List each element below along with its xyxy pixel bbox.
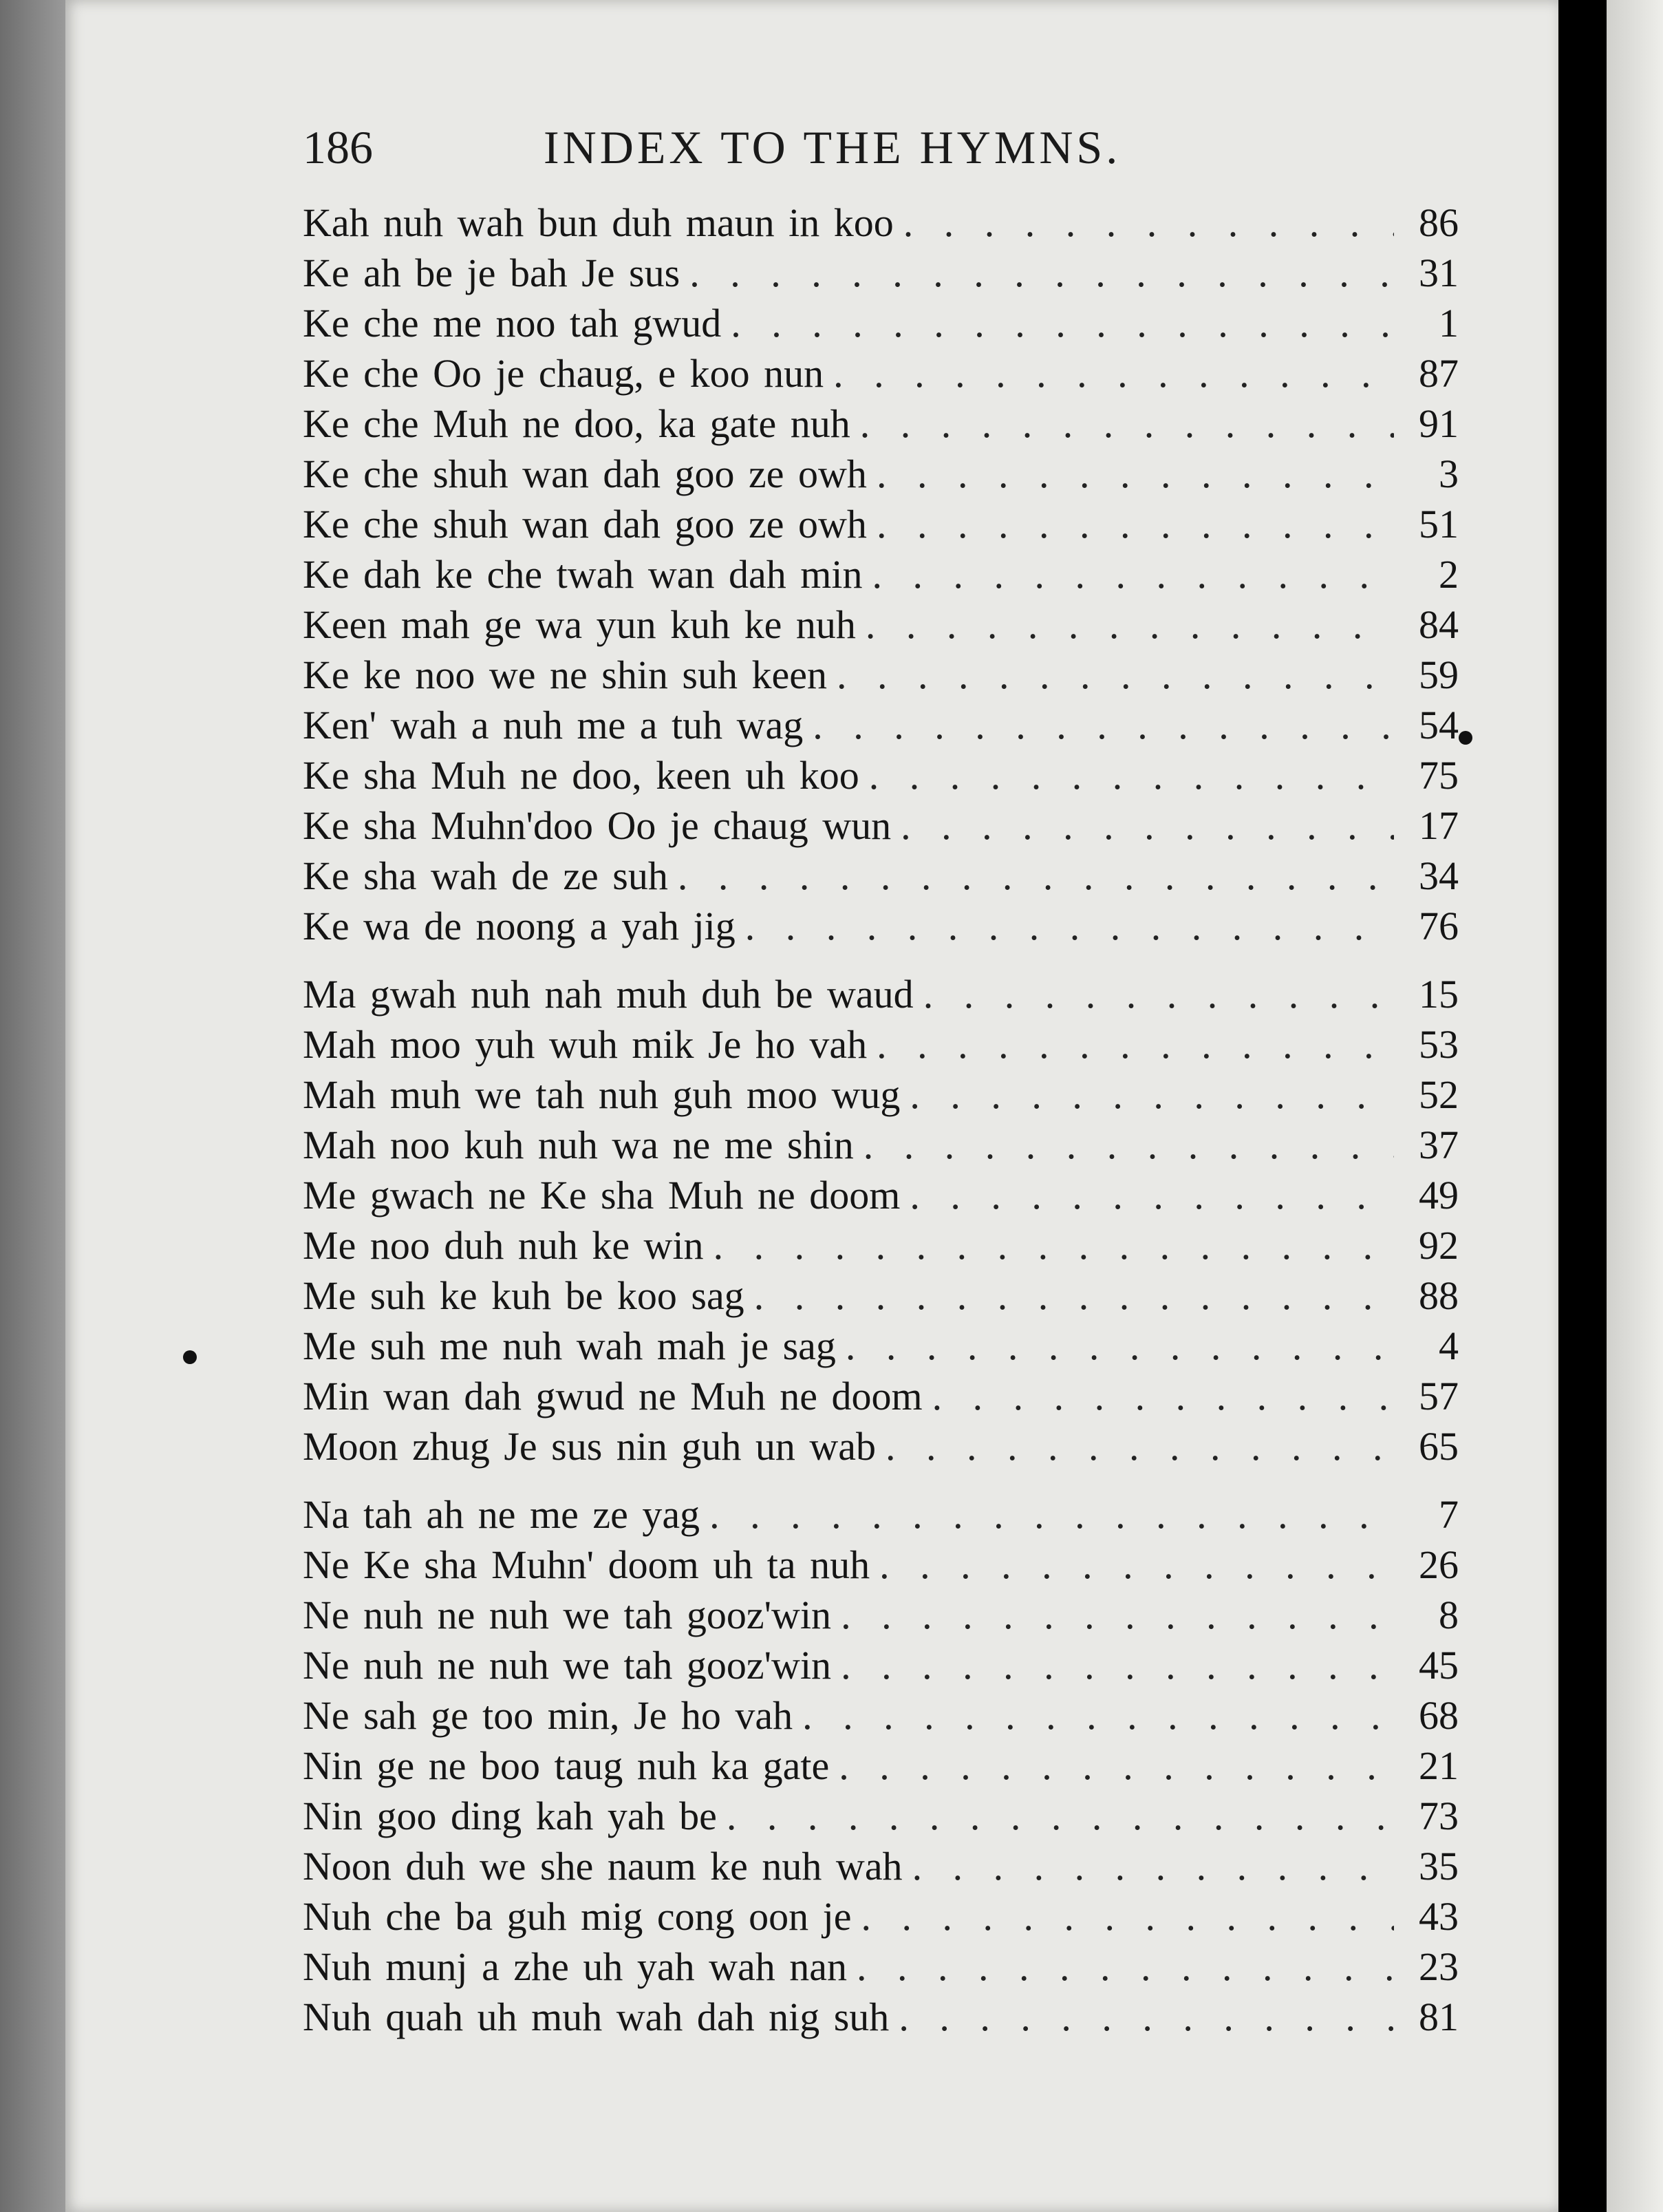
dot-leader bbox=[689, 250, 1394, 296]
hymn-number: 49 bbox=[1419, 1173, 1459, 1217]
dot-leader bbox=[912, 1843, 1394, 1889]
hymn-number: 87 bbox=[1419, 351, 1459, 396]
hymn-title: Nuh munj a zhe uh yah wah nan bbox=[303, 1944, 847, 1989]
hymn-number: 4 bbox=[1439, 1323, 1459, 1368]
hymn-number: 88 bbox=[1419, 1273, 1459, 1318]
index-entry bbox=[303, 1994, 1459, 2044]
hymn-title: Ke sha wah de ze suh bbox=[303, 853, 668, 898]
hymn-number: 73 bbox=[1419, 1794, 1459, 1838]
hymn-title: Ken' wah a nuh me a tuh wag bbox=[303, 703, 804, 747]
index-entry bbox=[303, 1692, 1459, 1743]
dot-leader bbox=[841, 1642, 1394, 1688]
ink-speck bbox=[1459, 731, 1472, 745]
hymn-number: 54 bbox=[1419, 703, 1459, 747]
book-spine-shadow bbox=[1558, 0, 1607, 2212]
hymn-number: 31 bbox=[1419, 251, 1459, 295]
dot-leader bbox=[727, 1793, 1394, 1839]
index-entry bbox=[303, 602, 1459, 652]
dot-leader bbox=[731, 300, 1394, 346]
dot-leader bbox=[877, 501, 1394, 547]
index-entry bbox=[303, 401, 1459, 451]
dot-leader bbox=[899, 1994, 1394, 2040]
dot-leader bbox=[903, 200, 1394, 246]
dot-leader bbox=[866, 602, 1394, 648]
hymn-title: Ke che shuh wan dah goo ze owh bbox=[303, 451, 867, 496]
group-separator bbox=[303, 1474, 1459, 1491]
hymn-title: Nin ge ne boo taug nuh ka gate bbox=[303, 1743, 830, 1788]
hymn-number: 52 bbox=[1419, 1072, 1459, 1117]
hymn-title: Ke sha Muhn'doo Oo je chaug wun bbox=[303, 803, 892, 848]
index-entry bbox=[303, 1122, 1459, 1172]
facing-page-edge bbox=[1607, 0, 1663, 2212]
hymn-number: 92 bbox=[1419, 1223, 1459, 1268]
hymn-number: 81 bbox=[1419, 1995, 1459, 2039]
hymn-title: Ke che me noo tah gwud bbox=[303, 301, 722, 345]
dot-leader bbox=[869, 752, 1394, 798]
index-entry bbox=[303, 1072, 1459, 1122]
hymn-title: Ke ah be je bah Je sus bbox=[303, 251, 680, 295]
dot-leader bbox=[872, 551, 1394, 597]
hymn-title: Ke ke noo we ne shin suh keen bbox=[303, 652, 827, 697]
dot-leader bbox=[745, 903, 1394, 949]
index-entry bbox=[303, 501, 1459, 551]
dot-leader bbox=[802, 1692, 1394, 1738]
hymn-title: Ke che shuh wan dah goo ze owh bbox=[303, 502, 867, 546]
hymn-title: Nuh che ba guh mig cong oon je bbox=[303, 1894, 852, 1939]
index-entry bbox=[303, 702, 1459, 752]
index-entry bbox=[303, 350, 1459, 401]
hymn-number: 76 bbox=[1419, 904, 1459, 948]
index-entry bbox=[303, 200, 1459, 250]
dot-leader bbox=[754, 1273, 1394, 1319]
hymn-title: Ke che Oo je chaug, e koo nun bbox=[303, 351, 824, 396]
index-entry bbox=[303, 1021, 1459, 1072]
hymn-number: 53 bbox=[1419, 1022, 1459, 1067]
index-entry bbox=[303, 300, 1459, 350]
hymn-number: 59 bbox=[1419, 652, 1459, 697]
index-entry bbox=[303, 1323, 1459, 1373]
index-entry bbox=[303, 1222, 1459, 1273]
index-entry bbox=[303, 853, 1459, 903]
hymn-number: 2 bbox=[1439, 552, 1459, 597]
hymn-title: Noon duh we she naum ke nuh wah bbox=[303, 1844, 903, 1889]
hymn-title: Kah nuh wah bun duh maun in koo bbox=[303, 200, 894, 245]
hymn-title: Mah moo yuh wuh mik Je ho vah bbox=[303, 1022, 868, 1067]
index-entry bbox=[303, 652, 1459, 702]
hymn-title: Ne sah ge too min, Je ho vah bbox=[303, 1693, 793, 1738]
hymn-number: 26 bbox=[1419, 1542, 1459, 1587]
hymn-title: Min wan dah gwud ne Muh ne doom bbox=[303, 1374, 923, 1418]
hymn-number: 37 bbox=[1419, 1123, 1459, 1167]
hymn-number: 65 bbox=[1419, 1424, 1459, 1469]
dot-leader bbox=[833, 350, 1394, 396]
dot-leader bbox=[714, 1222, 1394, 1268]
dot-leader bbox=[910, 1072, 1394, 1118]
hymn-number: 21 bbox=[1419, 1743, 1459, 1788]
hymn-number: 75 bbox=[1419, 753, 1459, 798]
index-entry bbox=[303, 1592, 1459, 1642]
hymn-title: Me gwach ne Ke sha Muh ne doom bbox=[303, 1173, 901, 1217]
index-entry bbox=[303, 1491, 1459, 1542]
dot-leader bbox=[877, 451, 1394, 497]
index-entry bbox=[303, 1273, 1459, 1323]
hymn-number: 84 bbox=[1419, 602, 1459, 647]
hymn-number: 3 bbox=[1439, 451, 1459, 496]
hymn-title: Ne Ke sha Muhn' doom uh ta nuh bbox=[303, 1542, 870, 1587]
hymn-number: 23 bbox=[1419, 1944, 1459, 1989]
index-entry bbox=[303, 551, 1459, 602]
hymn-number: 8 bbox=[1439, 1593, 1459, 1637]
dot-leader bbox=[678, 853, 1394, 899]
hymn-number: 91 bbox=[1419, 401, 1459, 446]
dot-leader bbox=[860, 401, 1394, 447]
dot-leader bbox=[857, 1944, 1394, 1990]
hymn-number: 35 bbox=[1419, 1844, 1459, 1889]
hymn-title: Moon zhug Je sus nin guh un wab bbox=[303, 1424, 877, 1469]
hymn-number: 7 bbox=[1439, 1492, 1459, 1537]
hymn-number: 57 bbox=[1419, 1374, 1459, 1418]
index-entry bbox=[303, 1423, 1459, 1474]
index-entry bbox=[303, 250, 1459, 300]
index-entry bbox=[303, 752, 1459, 802]
hymn-title: Me suh ke kuh be koo sag bbox=[303, 1273, 744, 1318]
hymn-title: Ke che Muh ne doo, ka gate nuh bbox=[303, 401, 850, 446]
hymn-title: Ke dah ke che twah wan dah min bbox=[303, 552, 863, 597]
index-entry bbox=[303, 1642, 1459, 1692]
hymn-number: 1 bbox=[1439, 301, 1459, 345]
dot-leader bbox=[923, 971, 1394, 1017]
index-entry bbox=[303, 451, 1459, 501]
hymn-title: Nuh quah uh muh wah dah nig suh bbox=[303, 1995, 890, 2039]
index-entry bbox=[303, 1843, 1459, 1893]
index-entry bbox=[303, 802, 1459, 853]
hymn-title: Mah muh we tah nuh guh moo wug bbox=[303, 1072, 901, 1117]
dot-leader bbox=[841, 1592, 1394, 1638]
group-separator bbox=[303, 953, 1459, 971]
ink-speck bbox=[183, 1350, 197, 1364]
hymn-title: Ma gwah nuh nah muh duh be waud bbox=[303, 972, 914, 1017]
dot-leader bbox=[813, 702, 1394, 748]
hymn-title: Me noo duh nuh ke win bbox=[303, 1223, 704, 1268]
scan-left-margin bbox=[0, 0, 65, 2212]
index-entry bbox=[303, 1373, 1459, 1423]
hymn-number: 51 bbox=[1419, 502, 1459, 546]
hymn-title: Me suh me nuh wah mah je sag bbox=[303, 1323, 836, 1368]
hymn-title: Ke wa de noong a yah jig bbox=[303, 904, 736, 948]
dot-leader bbox=[863, 1122, 1394, 1168]
index-entry bbox=[303, 1542, 1459, 1592]
hymn-title: Mah noo kuh nuh wa ne me shin bbox=[303, 1123, 854, 1167]
page-number: 186 bbox=[303, 121, 373, 173]
dot-leader bbox=[879, 1542, 1394, 1588]
running-title: INDEX TO THE HYMNS. bbox=[544, 121, 1122, 173]
hymn-title: Na tah ah ne me ze yag bbox=[303, 1492, 700, 1537]
dot-leader bbox=[861, 1893, 1394, 1939]
hymn-title: Keen mah ge wa yun kuh ke nuh bbox=[303, 602, 856, 647]
hymn-title: Ne nuh ne nuh we tah gooz'win bbox=[303, 1643, 832, 1688]
index-entry bbox=[303, 1172, 1459, 1222]
dot-leader bbox=[886, 1423, 1394, 1469]
index-entry bbox=[303, 903, 1459, 953]
index-entry bbox=[303, 1893, 1459, 1944]
hymn-number: 86 bbox=[1419, 200, 1459, 245]
hymn-number: 43 bbox=[1419, 1894, 1459, 1939]
hymn-number: 68 bbox=[1419, 1693, 1459, 1738]
index-entry bbox=[303, 971, 1459, 1021]
hymn-number: 15 bbox=[1419, 972, 1459, 1017]
dot-leader bbox=[932, 1373, 1394, 1419]
dot-leader bbox=[910, 1172, 1394, 1218]
index-entry bbox=[303, 1944, 1459, 1994]
hymn-number: 34 bbox=[1419, 853, 1459, 898]
dot-leader bbox=[709, 1491, 1394, 1538]
dot-leader bbox=[846, 1323, 1394, 1369]
index-entry bbox=[303, 1793, 1459, 1843]
dot-leader bbox=[901, 802, 1394, 849]
hymn-title: Ke sha Muh ne doo, keen uh koo bbox=[303, 753, 859, 798]
dot-leader bbox=[839, 1743, 1394, 1789]
hymn-title: Ne nuh ne nuh we tah gooz'win bbox=[303, 1593, 832, 1637]
hymn-number: 17 bbox=[1419, 803, 1459, 848]
hymn-index-list bbox=[303, 200, 1459, 2044]
index-entry bbox=[303, 1743, 1459, 1793]
page-header bbox=[234, 120, 1307, 182]
hymn-title: Nin goo ding kah yah be bbox=[303, 1794, 717, 1838]
hymn-number: 45 bbox=[1419, 1643, 1459, 1688]
dot-leader bbox=[837, 652, 1394, 698]
dot-leader bbox=[877, 1021, 1394, 1067]
